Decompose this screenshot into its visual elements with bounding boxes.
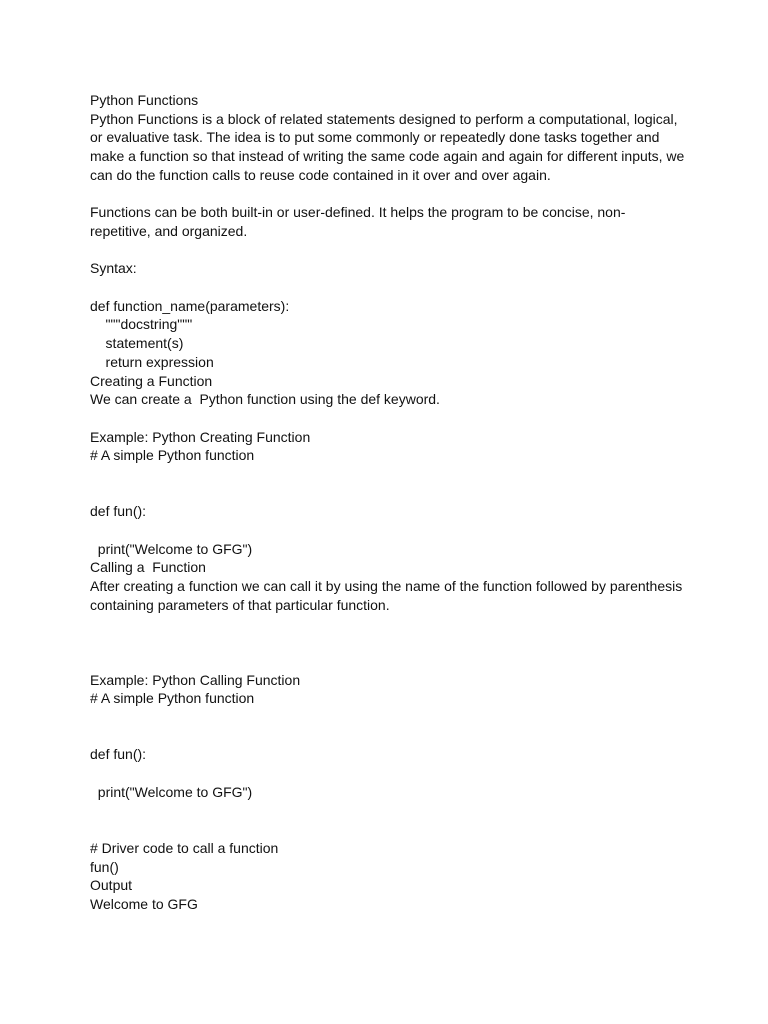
blank-line bbox=[90, 521, 690, 540]
text-line: Calling a Function bbox=[90, 559, 206, 576]
text-line: # A simple Python function bbox=[90, 447, 255, 464]
text-line: """docstring""" bbox=[90, 316, 193, 333]
text-line: containing parameters of that particular function. bbox=[90, 596, 390, 613]
blank-line bbox=[90, 802, 690, 821]
blank-line bbox=[90, 727, 690, 746]
text-line: # A simple Python function bbox=[90, 690, 255, 707]
text-line: Example: Python Creating Function bbox=[90, 428, 311, 445]
blank-line bbox=[90, 652, 690, 671]
blank-line bbox=[90, 820, 690, 839]
text-line: Example: Python Calling Function bbox=[90, 671, 301, 688]
blank-line bbox=[90, 278, 690, 297]
blank-line bbox=[90, 615, 690, 634]
text-line: # Driver code to call a function bbox=[90, 839, 279, 856]
blank-line bbox=[90, 764, 690, 783]
text-line: return expression bbox=[90, 353, 214, 370]
text-line: fun() bbox=[90, 858, 119, 875]
blank-line bbox=[90, 633, 690, 652]
blank-line bbox=[90, 484, 690, 503]
blank-line bbox=[90, 465, 690, 484]
text-line: repetitive, and organized. bbox=[90, 222, 248, 239]
blank-line bbox=[90, 241, 690, 260]
text-line: Python Functions bbox=[90, 92, 199, 108]
text-line: make a function so that instead of writing the same code again and again for different inputs, we bbox=[90, 148, 685, 165]
text-line: Welcome to GFG bbox=[90, 896, 198, 912]
text-line: Python Functions is a block of related statements designed to perform a computational, logical, bbox=[90, 110, 678, 127]
text-line: Creating a Function bbox=[90, 372, 213, 389]
blank-line bbox=[90, 185, 690, 204]
text-line: After creating a function we can call it by using the name of the function followed by parenthesis bbox=[90, 578, 683, 595]
document-body bbox=[90, 91, 690, 914]
blank-line bbox=[90, 409, 690, 428]
text-line: print("Welcome to GFG") bbox=[90, 540, 253, 557]
text-line: or evaluative task. The idea is to put some commonly or repeatedly done tasks together and bbox=[90, 129, 660, 146]
text-line: We can create a Python function using the def keyword. bbox=[90, 391, 440, 408]
text-line: def fun(): bbox=[90, 503, 147, 520]
text-line: def fun(): bbox=[90, 746, 147, 763]
text-line: Output bbox=[90, 877, 133, 894]
text-line: print("Welcome to GFG") bbox=[90, 783, 253, 800]
text-line: Syntax: bbox=[90, 260, 137, 277]
text-line: statement(s) bbox=[90, 335, 184, 352]
text-line: Functions can be both built-in or user-defined. It helps the program to be concise, non- bbox=[90, 204, 626, 221]
text-line: def function_name(parameters): bbox=[90, 297, 290, 314]
blank-line bbox=[90, 708, 690, 727]
text-line: can do the function calls to reuse code contained in it over and over again. bbox=[90, 166, 551, 183]
